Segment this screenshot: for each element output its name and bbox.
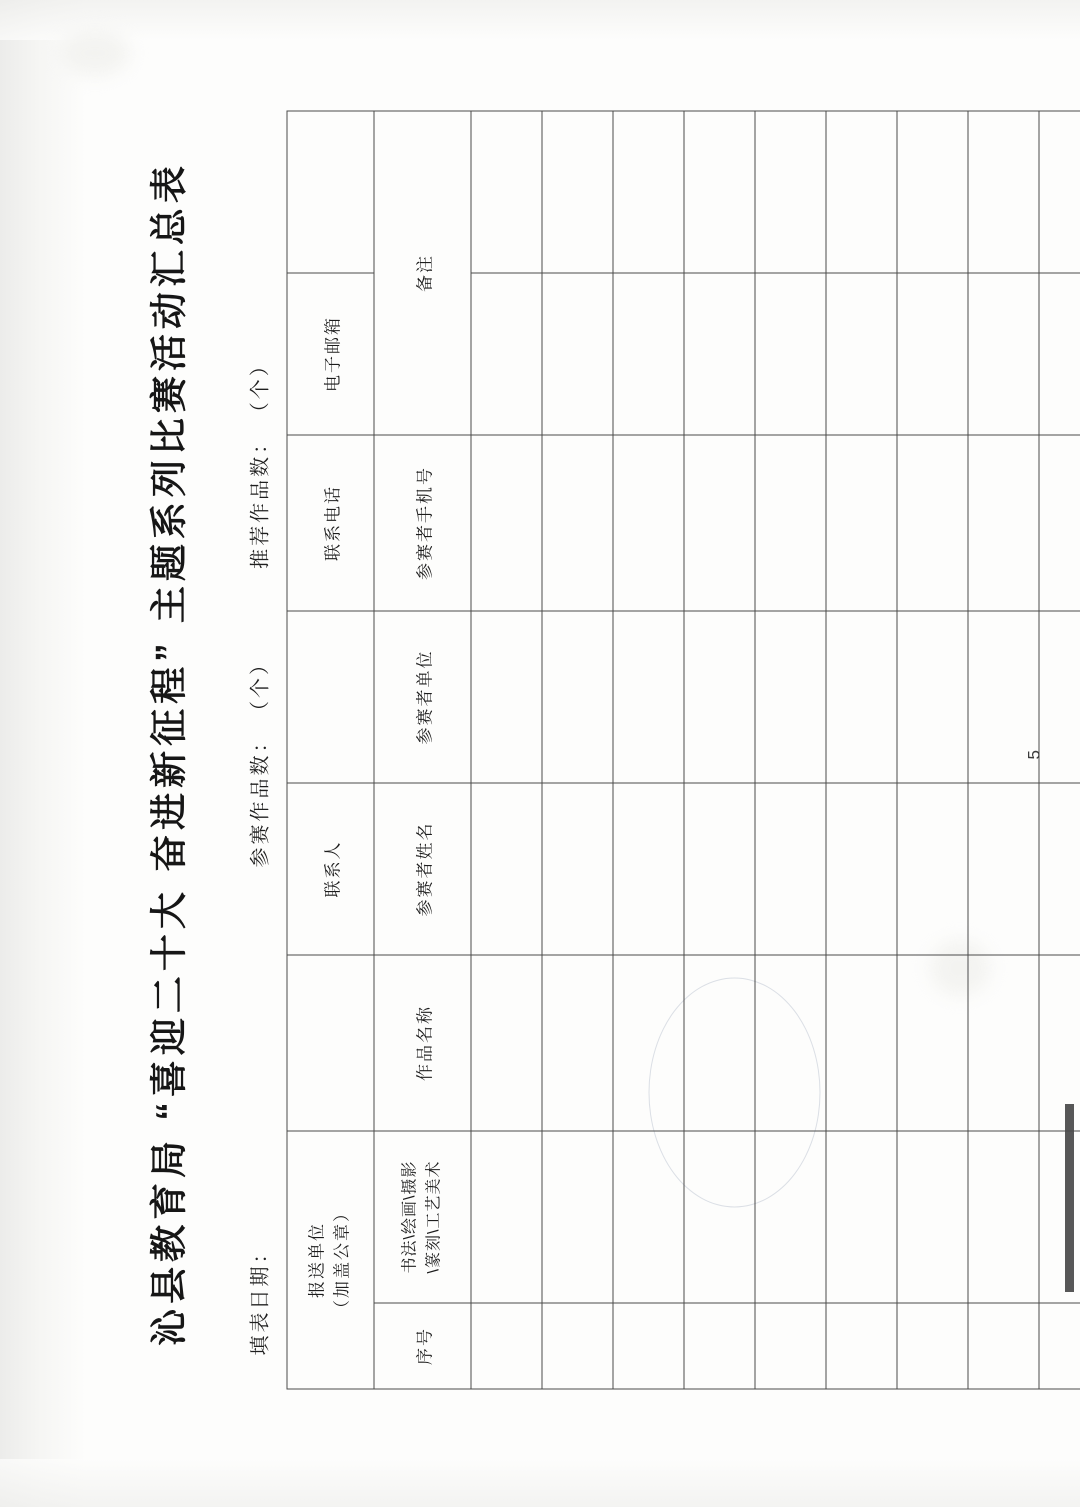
cell-participant-name[interactable]	[826, 783, 897, 955]
cell-work-title[interactable]	[968, 955, 1039, 1131]
cell-note-extra[interactable]	[613, 111, 684, 273]
column-header-work-title: 作品名称	[374, 955, 471, 1131]
summary-table	[286, 110, 1080, 1389]
cell-participant-phone[interactable]	[826, 435, 897, 611]
contact-person-label-cell: 联系人	[287, 783, 374, 955]
cell-participant-unit[interactable]	[826, 611, 897, 783]
cell-participant-name[interactable]	[542, 783, 613, 955]
cell-note-extra[interactable]	[684, 111, 755, 273]
cell-note-extra[interactable]	[826, 111, 897, 273]
table-row	[684, 111, 755, 1389]
cell-category[interactable]	[1039, 1131, 1080, 1303]
cell-participant-name[interactable]	[1039, 783, 1080, 955]
entry-count-label: 参赛作品数：	[249, 729, 271, 867]
cell-note[interactable]	[897, 273, 968, 435]
cell-participant-unit[interactable]	[897, 611, 968, 783]
email-value-cell[interactable]	[287, 111, 374, 273]
column-header-category	[374, 1131, 471, 1303]
column-header-participant-phone: 参赛者手机号	[374, 435, 471, 611]
cell-work-title[interactable]	[897, 955, 968, 1131]
cell-seq[interactable]	[1039, 1303, 1080, 1389]
entry-count-unit: （个）	[249, 651, 271, 721]
cell-participant-unit[interactable]	[1039, 611, 1080, 783]
cell-participant-phone[interactable]	[1039, 435, 1080, 611]
cell-participant-unit[interactable]	[542, 611, 613, 783]
cell-participant-unit[interactable]	[613, 611, 684, 783]
cell-participant-name[interactable]	[897, 783, 968, 955]
email-label-cell: 电子邮箱	[287, 273, 374, 435]
cell-work-title[interactable]	[826, 955, 897, 1131]
category-label-line2: \篆刻\工艺美术	[425, 1160, 442, 1273]
table-row	[613, 111, 684, 1389]
cell-work-title[interactable]	[684, 955, 755, 1131]
cell-participant-name[interactable]	[684, 783, 755, 955]
cell-seq[interactable]	[471, 1303, 542, 1389]
cell-seq[interactable]	[897, 1303, 968, 1389]
table-row	[826, 111, 897, 1389]
cell-note[interactable]	[755, 273, 826, 435]
table-row	[1039, 111, 1080, 1389]
cell-note-extra[interactable]	[471, 111, 542, 273]
cell-seq[interactable]	[826, 1303, 897, 1389]
table-row	[471, 111, 542, 1389]
cell-participant-phone[interactable]	[897, 435, 968, 611]
column-header-participant-unit: 参赛者单位	[374, 611, 471, 783]
cell-work-title[interactable]	[1039, 955, 1080, 1131]
cell-participant-phone[interactable]	[755, 435, 826, 611]
cell-note[interactable]	[1039, 273, 1080, 435]
cell-participant-name[interactable]	[471, 783, 542, 955]
page-title: 沁县教育局 “喜迎二十大 奋进新征程” 主题系列比赛活动汇总表	[148, 160, 189, 1346]
cell-category[interactable]	[897, 1131, 968, 1303]
cell-note[interactable]	[471, 273, 542, 435]
contact-phone-label-cell: 联系电话	[287, 435, 374, 611]
cell-participant-phone[interactable]	[542, 435, 613, 611]
cell-category[interactable]	[684, 1131, 755, 1303]
cell-note-extra[interactable]	[968, 111, 1039, 273]
table-row	[755, 111, 826, 1389]
table-row-report-unit	[287, 111, 374, 1389]
counts-row	[243, 353, 272, 867]
cell-participant-phone[interactable]	[613, 435, 684, 611]
cell-seq[interactable]	[755, 1303, 826, 1389]
cell-category[interactable]	[826, 1131, 897, 1303]
contact-person-value-cell[interactable]	[287, 611, 374, 783]
cell-participant-phone[interactable]	[968, 435, 1039, 611]
page-number: 5	[1024, 749, 1043, 759]
cell-work-title[interactable]	[755, 955, 826, 1131]
report-unit-label-cell	[287, 1131, 374, 1389]
cell-participant-phone[interactable]	[684, 435, 755, 611]
cell-note[interactable]	[542, 273, 613, 435]
cell-category[interactable]	[968, 1131, 1039, 1303]
cell-category[interactable]	[613, 1131, 684, 1303]
cell-seq[interactable]	[684, 1303, 755, 1389]
cell-category[interactable]	[542, 1131, 613, 1303]
report-unit-label-line2: （加盖公章）	[332, 1202, 351, 1317]
report-unit-label-line1: 报送单位	[307, 1221, 327, 1298]
cell-note-extra[interactable]	[897, 111, 968, 273]
column-header-note: 备注	[374, 111, 471, 435]
cell-participant-name[interactable]	[613, 783, 684, 955]
cell-work-title[interactable]	[471, 955, 542, 1131]
cell-participant-phone[interactable]	[471, 435, 542, 611]
cell-category[interactable]	[471, 1131, 542, 1303]
cell-note-extra[interactable]	[1039, 111, 1080, 273]
cell-seq[interactable]	[968, 1303, 1039, 1389]
cell-participant-unit[interactable]	[755, 611, 826, 783]
cell-participant-unit[interactable]	[471, 611, 542, 783]
report-unit-value-cell[interactable]	[287, 955, 374, 1131]
cell-seq[interactable]	[542, 1303, 613, 1389]
column-header-participant-name: 参赛者姓名	[374, 783, 471, 955]
table-header-row	[374, 111, 471, 1389]
cell-note[interactable]	[968, 273, 1039, 435]
recommend-count-unit: （个）	[249, 352, 271, 422]
fill-date-field[interactable]	[243, 1240, 272, 1355]
fill-date-label: 填表日期：	[249, 1240, 271, 1355]
cell-note-extra[interactable]	[755, 111, 826, 273]
cell-note[interactable]	[826, 273, 897, 435]
table-row	[897, 111, 968, 1389]
category-label-line1: 书法\绘画\摄影	[401, 1160, 418, 1273]
cell-participant-name[interactable]	[968, 783, 1039, 955]
recommend-count-label: 推荐作品数：	[249, 430, 271, 569]
cell-note[interactable]	[613, 273, 684, 435]
cell-work-title[interactable]	[613, 955, 684, 1131]
cell-category[interactable]	[755, 1131, 826, 1303]
cell-note[interactable]	[684, 273, 755, 435]
cell-participant-name[interactable]	[755, 783, 826, 955]
table-row	[542, 111, 613, 1389]
cell-note-extra[interactable]	[542, 111, 613, 273]
cell-participant-unit[interactable]	[684, 611, 755, 783]
cell-seq[interactable]	[613, 1303, 684, 1389]
cell-work-title[interactable]	[542, 955, 613, 1131]
column-header-seq: 序号	[374, 1303, 471, 1389]
